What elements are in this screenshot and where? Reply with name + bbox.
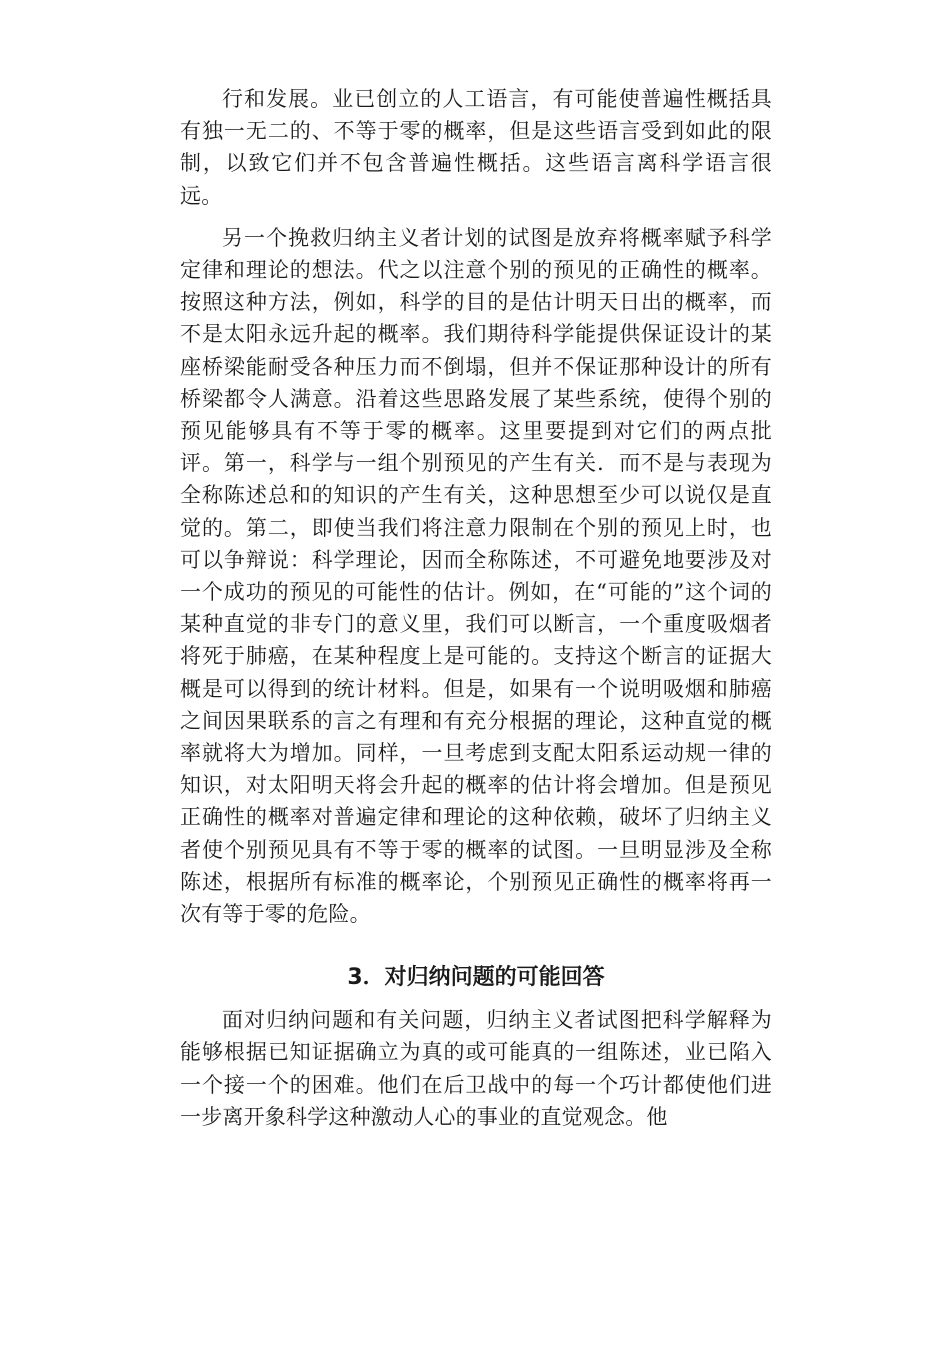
paragraph-3: 面对归纳问题和有关问题，归纳主义者试图把科学解释为能够根据已知证据确立为真的或可能真的一组陈述，业已陷入一个接一个的困难。他们在后卫战中的每一个巧计都使他们进一步离开象科学这种激动人心的事业的直觉观念。他 (180, 1008, 772, 1129)
paragraph-2: 另一个挽救归纳主义者计划的试图是放弃将概率赋予科学定律和理论的想法。代之以注意个别的预见的正确性的概率。按照这种方法，例如，科学的目的是估计明天日出的概率，而不是太阳永远升起的概率。我们期待科学能提供保证设计的某座桥梁能耐受各种压力而不倒塌，但并不保证那种设计的所有桥梁都令人满意。沿着这些思路发展了某些系统，使得个别的预见能够具有不等于零的概率。这里要提到对它们的两点批评。第一，科学与一组个别预见的产生有关．而不是与表现为全称陈述总和的知识的产生有关，这种思想至少可以说仅是直觉的。第二，即使当我们将注意力限制在个别的预见上时，也可以争辩说：科学理论，因而全称陈述，不可避免地要涉及对一个成功的预见的可能性的估计。例如，在“可能的”这个词的某种直觉的非专门的意义里，我们可以断言，一个重度吸烟者将死于肺癌，在某种程度上是可能的。支持这个断言的证据大概是可以得到的统计材料。但是，如果有一个说明吸烟和肺癌之间因果联系的言之有理和有充分根据的理论，这种直觉的概率就将大为增加。同样，一旦考虑到支配太阳系运动规一律的知识，对太阳明天将会升起的概率的估计将会增加。但是预见正确性的概率对普遍定律和理论的这种依赖，破坏了归纳主义者使个别预见具有不等于零的概率的试图。一旦明显涉及全称陈述，根据所有标准的概率论，个别预见正确性的概率将再一次有等于零的危险。 (180, 225, 772, 927)
section-heading: 3．对归纳问题的可能回答 (347, 965, 605, 991)
paragraph-spacer (180, 212, 772, 222)
document-page (180, 83, 772, 1133)
paragraph-1: 行和发展。业已创立的人工语言，有可能使普遍性概括具有独一无二的、不等于零的概率，但是这些语言受到如此的限制，以致它们并不包含普遍性概括。这些语言离科学语言很远。 (180, 87, 772, 208)
section-spacer (180, 930, 772, 960)
